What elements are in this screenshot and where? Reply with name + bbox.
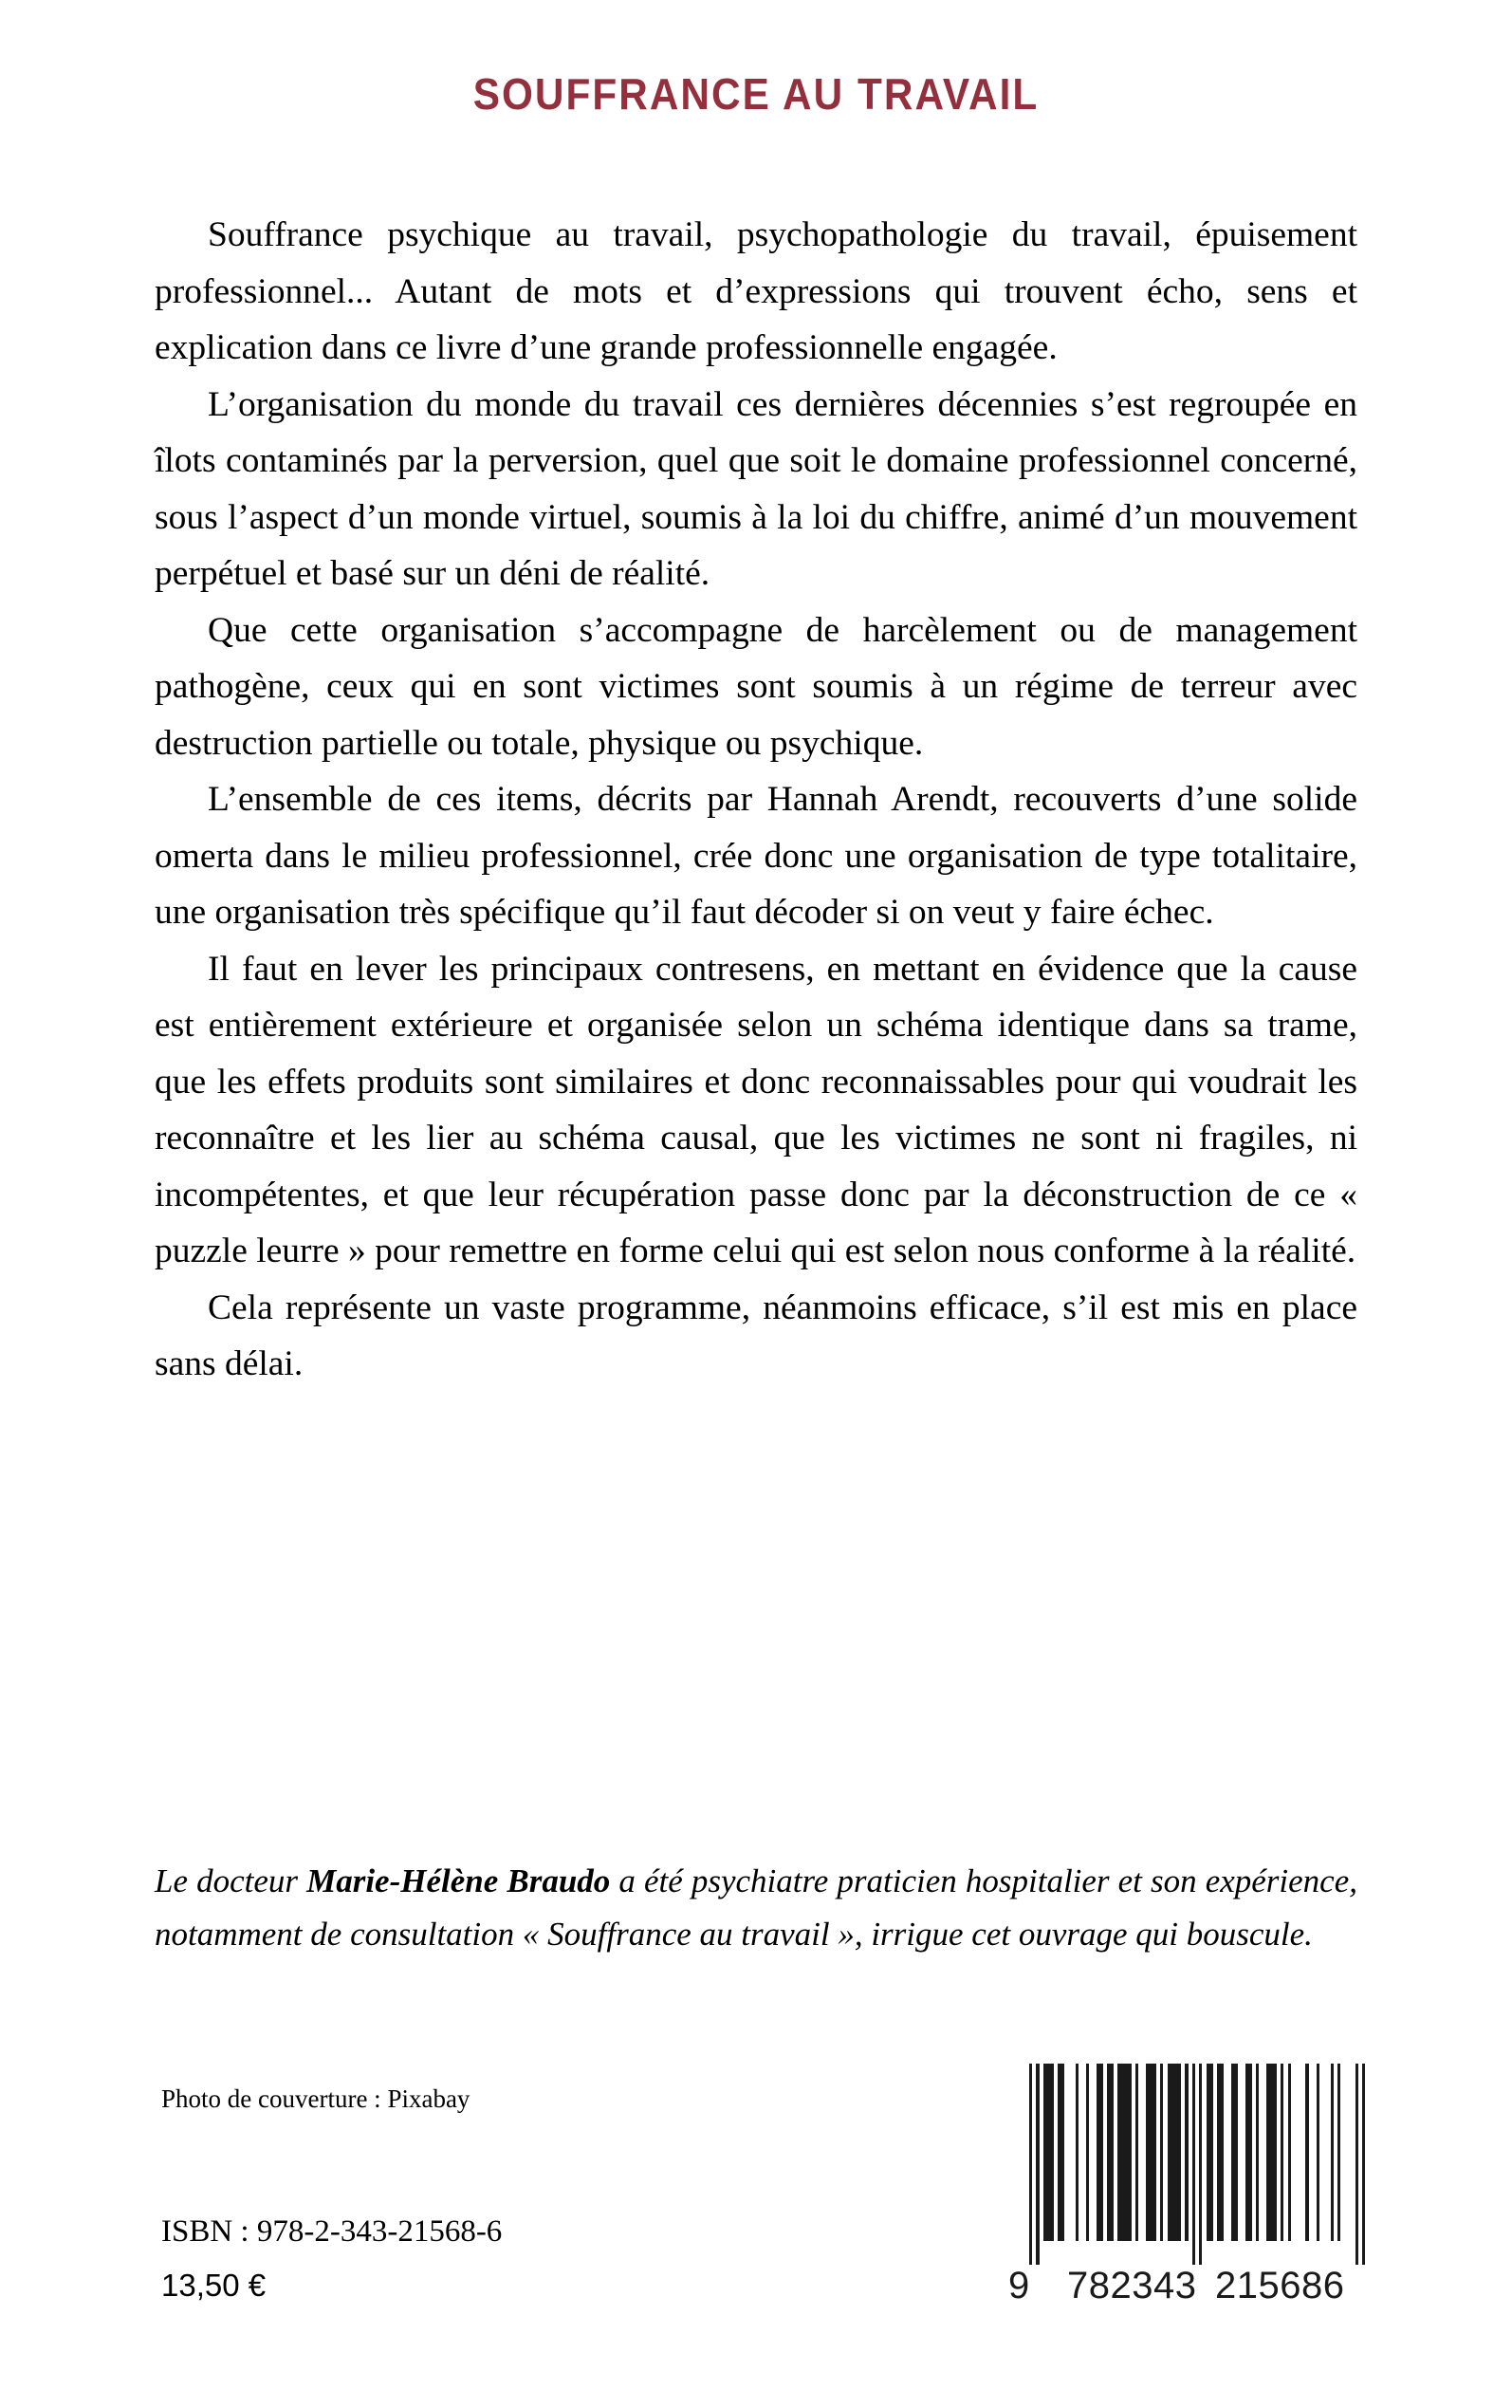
price-text: 13,50 € <box>161 2268 267 2303</box>
barcode-left-group: 782343 <box>1067 2265 1197 2306</box>
barcode-right-group: 215686 <box>1215 2265 1345 2306</box>
photo-credit: Photo de couverture : Pixabay <box>161 2084 470 2113</box>
barcode-lead-digit: 9 <box>1008 2265 1030 2306</box>
bio-lead-in: Le docteur <box>155 1862 307 1899</box>
barcode-digits <box>1008 2265 1366 2308</box>
author-name: Marie-Hélène Braudo <box>306 1862 611 1899</box>
blurb-paragraph: L’organisation du monde du travail ces dernières décennies s’est regroupée en îlots contaminés par la perversion, quel que soit le domaine professionnel concerné, sous l’aspect d’un monde virtuel, soumis à la loi du chiffre, animé d’un mouvement perpétuel et basé sur un déni de réalité. <box>155 384 1357 593</box>
barcode <box>1008 2064 1366 2310</box>
blurb-paragraph: Cela représente un vaste programme, néanmoins efficace, s’il est mis en place sans délai. <box>155 1287 1357 1383</box>
blurb-paragraph: Que cette organisation s’accompagne de harcèlement ou de management pathogène, ceux qui en sont victimes sont soumis à un régime de terreur avec destruction partielle ou totale, physique ou psychique. <box>155 610 1357 763</box>
bio-tail: a été psychiatre praticien hospitalier et son expérience, notamment de consultation « Souffrance au travail », irrigue cet ouvrage qui bouscule. <box>155 1862 1357 1953</box>
isbn-text: ISBN : 978-2-343-21568-6 <box>161 2214 503 2249</box>
author-bio-paragraph <box>155 1855 1357 1961</box>
barcode-bars <box>1029 2064 1366 2265</box>
blurb-paragraph: Souffrance psychique au travail, psychopathologie du travail, épuisement professionnel... Autant de mots et d’expressions qui trouvent écho, sens et explication dans ce livre d’une grande professionnelle engagée. <box>155 215 1357 367</box>
page-title: SOUFFRANCE AU TRAVAIL <box>472 69 1040 119</box>
author-bio <box>155 1855 1357 1961</box>
blurb-text <box>155 207 1357 1393</box>
blurb-paragraph: L’ensemble de ces items, décrits par Hannah Arendt, recouverts d’une solide omerta dans le milieu professionnel, crée donc une organisation de type totalitaire, une organisation très spécifique qu’il faut décoder si on veut y faire échec. <box>155 780 1357 932</box>
blurb-paragraph: Il faut en lever les principaux contresens, en mettant en évidence que la cause est entièrement extérieure et organisée selon un schéma identique dans sa trame, que les effets produits sont similaires et donc reconnaissables pour qui voudrait les reconnaître et les lier au schéma causal, que les victimes ne sont ni fragiles, ni incompétentes, et que leur récupération passe donc par la déconstruction de ce « puzzle leurre » pour remettre en forme celui qui est selon nous conforme à la réalité. <box>155 949 1357 1270</box>
